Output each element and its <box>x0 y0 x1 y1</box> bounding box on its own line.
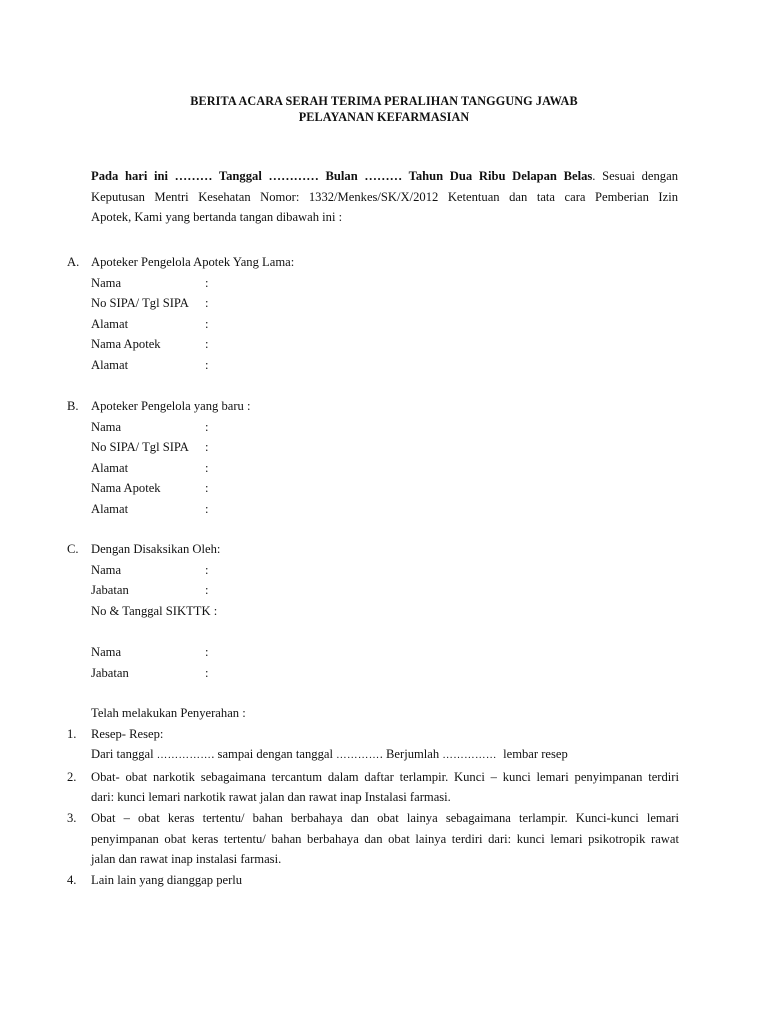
field-colon: : <box>205 665 209 680</box>
field-colon: : <box>205 583 209 598</box>
intro-line1-rest: . Sesuai dengan <box>592 169 678 183</box>
field-label: Nama <box>91 419 122 434</box>
field-label: Nama <box>91 562 122 577</box>
field-colon: : <box>205 357 209 372</box>
text-segment: . sampai dengan tanggal <box>211 747 337 762</box>
sikttk-row <box>67 601 687 622</box>
field-row <box>67 663 687 684</box>
sikttk-label: No & Tanggal SIKTTK : <box>91 603 218 618</box>
field-colon: : <box>205 316 209 331</box>
handover-intro <box>67 703 679 724</box>
field-label: No SIPA/ Tgl SIPA <box>91 296 189 311</box>
blank-dots: …………… <box>442 750 497 762</box>
field-row <box>67 642 687 663</box>
field-label: Nama <box>91 275 122 290</box>
handover-list <box>67 703 679 890</box>
field-colon: : <box>205 562 209 577</box>
section-b <box>67 396 687 520</box>
intro-date-clause: Pada hari ini ……… Tanggal ………… Bulan ……… Tahun Dua Ribu Delapan Belas <box>91 169 593 183</box>
field-row <box>67 355 687 376</box>
field-label: Alamat <box>91 357 129 372</box>
section-b-title: Apoteker Pengelola yang baru : <box>91 399 251 413</box>
field-label: Nama <box>91 644 122 659</box>
section-a-heading <box>67 252 687 273</box>
field-label: Nama Apotek <box>91 481 161 496</box>
list-item-line: Lain lain yang dianggap perlu <box>91 872 243 887</box>
document-title-line2: PELAYANAN KEFARMASIAN <box>298 110 470 124</box>
section-c-title: Dengan Disaksikan Oleh: <box>91 542 221 556</box>
intro-line1 <box>91 166 678 187</box>
field-colon: : <box>205 460 209 475</box>
intro-line2: Keputusan Mentri Kesehatan Nomor: 1332/Menkes/SK/X/2012 Ketentuan dan tata cara Pemberian Izin <box>91 189 678 204</box>
field-label: Nama Apotek <box>91 337 161 352</box>
list-item <box>67 767 679 808</box>
list-item-line: Obat – obat keras tertentu/ bahan berbahaya dan obat lainya sebagaimana terlampir. Kunci-kunci lemari <box>91 810 679 825</box>
list-item-number: 1. <box>67 726 77 741</box>
list-item-number: 2. <box>67 769 77 784</box>
field-row <box>67 417 687 438</box>
list-item <box>67 808 679 870</box>
intro-line3: Apotek, Kami yang bertanda tangan dibawah ini : <box>91 210 343 225</box>
text-segment: . Berjumlah <box>379 747 443 762</box>
field-row <box>67 273 687 294</box>
field-colon: : <box>205 337 209 352</box>
field-label: Alamat <box>91 501 129 516</box>
section-b-heading <box>67 396 687 417</box>
field-label: No SIPA/ Tgl SIPA <box>91 440 189 455</box>
field-colon: : <box>205 501 209 516</box>
document-title-line1: BERITA ACARA SERAH TERIMA PERALIHAN TANGGUNG JAWAB <box>190 94 578 108</box>
list-item-line: dari: kunci lemari narkotik rawat jalan dan rawat inap Instalasi farmasi. <box>91 790 451 805</box>
field-row <box>67 478 687 499</box>
field-row <box>67 314 687 335</box>
field-row <box>67 437 687 458</box>
list-item <box>67 724 679 767</box>
field-row <box>67 458 687 479</box>
field-label: Alamat <box>91 460 129 475</box>
section-a <box>67 252 687 376</box>
list-item-line: Resep- Resep: <box>91 726 164 741</box>
text-segment: lembar resep <box>496 747 568 762</box>
field-label: Jabatan <box>91 583 129 598</box>
list-item-line: jalan dan rawat inap instalasi farmasi. <box>91 852 282 867</box>
section-a-letter: A. <box>67 255 80 269</box>
list-item-number: 3. <box>67 810 77 825</box>
list-item-line <box>91 744 679 767</box>
section-c-heading <box>67 539 687 560</box>
field-colon: : <box>205 481 209 496</box>
field-label: Alamat <box>91 316 129 331</box>
field-colon: : <box>205 419 209 434</box>
list-item-number: 4. <box>67 872 77 887</box>
field-row <box>67 334 687 355</box>
blank-dots: …………… <box>156 750 212 762</box>
field-row <box>67 293 687 314</box>
section-b-letter: B. <box>67 399 79 413</box>
intro-paragraph <box>91 166 678 228</box>
field-row <box>67 499 687 520</box>
field-colon: : <box>205 644 209 659</box>
field-colon: : <box>205 296 209 311</box>
section-c <box>67 539 687 683</box>
field-colon: : <box>205 440 209 455</box>
field-row <box>67 560 687 581</box>
handover-intro-text: Telah melakukan Penyerahan : <box>91 706 246 720</box>
section-a-title: Apoteker Pengelola Apotek Yang Lama: <box>91 255 295 269</box>
field-label: Jabatan <box>91 665 129 680</box>
field-row <box>67 580 687 601</box>
list-item-line: penyimpanan obat keras tertentu/ bahan berbahaya dan obat lainya terdiri dari: kunci lemari psikotropik rawat <box>91 831 679 846</box>
list-item <box>67 870 679 891</box>
blank-dots: ………… <box>336 750 380 762</box>
list-item-line: Obat- obat narkotik sebagaimana tercantum dalam daftar terlampir. Kunci – kunci lemari penyimpanan terdiri <box>91 769 679 784</box>
text-segment: Dari tanggal <box>91 747 157 762</box>
field-colon: : <box>205 275 209 290</box>
section-c-letter: C. <box>67 542 79 556</box>
